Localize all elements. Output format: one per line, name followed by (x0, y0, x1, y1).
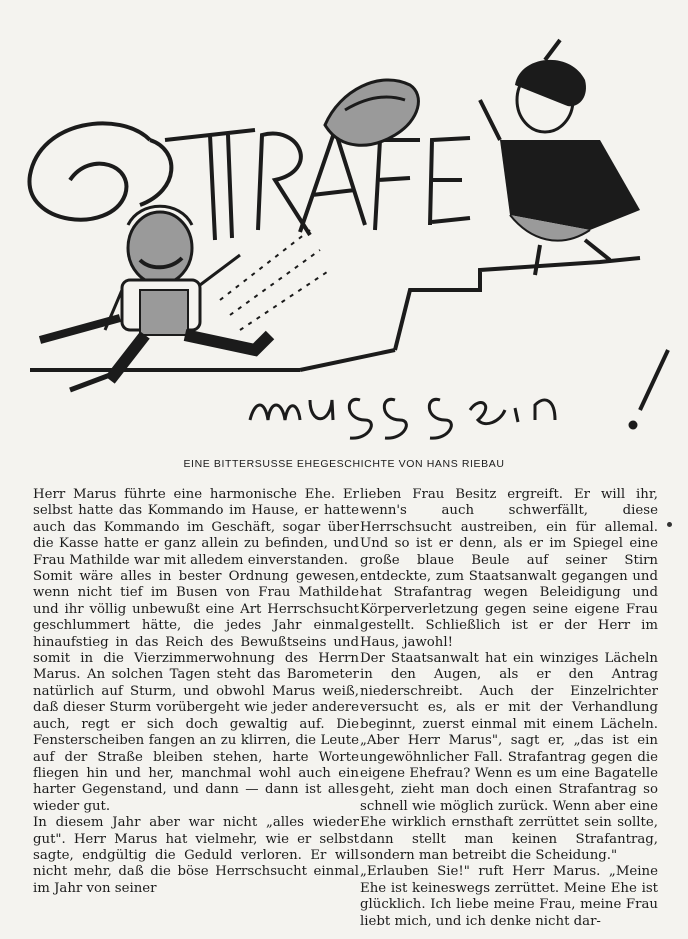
paragraph: Der Staatsanwalt hat ein winziges Lächeln in den Augen, als er den Antrag niederschreibt. Auch der Einzelrichter versucht es, als er mit der Verhandlung beginnt, zuerst einmal mit einem Lächeln. „Aber Herr Marus", sagt er, „das ist ein ungewöhnlicher Fall. Strafantrag gegen die eigene Ehefrau? Wenn es um eine Bagatelle geht, zieht man doch einen Strafantrag so schnell wie möglich zurück. Wenn aber eine Ehe wirklich ernsthaft zerrüttet sein sollte, dann stellt man keinen Strafantrag, sondern man betreibt die Scheidung." (360, 651, 658, 863)
vase-flying (325, 80, 418, 145)
paragraph: Herr Marus führte eine harmonische Ehe. Er selbst hatte das Kommando im Hause, er hatte auch das Kommando im Geschäft, sogar über die Kasse hatte er ganz allein zu befinden, und Frau Mathilde war mit alledem einverstanden. (33, 487, 359, 568)
woman-throwing-right (480, 40, 640, 275)
article-subtitle: EINE BITTERSUSSE EHEGESCHICHTE VON HANS RIEBAU (183, 458, 505, 470)
article-right-column (360, 487, 658, 930)
paragraph: Somit wäre alles in bester Ordnung gewesen, wenn nicht tief im Busen von Frau Mathilde und ihr völlig unbewußt eine Art Herrschsucht geschlummert hätte, die jedes Jahr einmal hinaufstieg in das Reich des Bewußtseins und somit in die Vierzimmerwohnung des Herrn Marus. An solchen Tagen steht das Barometer natürlich auf Sturm, und obwohl Marus weiß, daß dieser Sturm vorübergeht wie jeder andere auch, regt er sich doch gewaltig auf. Die Fensterscheiben fangen an zu klirren, die Leute auf der Straße bleiben stehen, harte Worte fliegen hin und her, manchmal wohl auch ein harter Gegenstand, und dann — dann ist alles wieder gut. (33, 569, 359, 814)
splash-lines (220, 230, 330, 330)
paragraph: „Erlauben Sie!" ruft Herr Marus. „Meine Ehe ist keineswegs zerrüttet. Meine Ehe ist glücklich. Ich liebe meine Frau, meine Frau liebt mich, und ich denke nicht dar- (360, 864, 658, 929)
title-illustration (0, 0, 688, 452)
title-muss-sein-script (250, 350, 668, 438)
title-strafe-lettering (29, 123, 470, 240)
margin-dot (667, 522, 672, 527)
paragraph: lieben Frau Besitz ergreift. Er will ihr, wenn's auch schwerfällt, diese Herrschsucht austreiben, ein für allemal. Und so ist er denn, als er im Spiegel eine große blaue Beule auf seiner Stirn entdeckte, zum Staatsanwalt gegangen und hat Strafantrag wegen Beleidigung und Körperverletzung gegen seine eigene Frau gestellt. Schließlich ist er der Herr im Haus, jawohl! (360, 487, 658, 650)
man-running-left (105, 206, 270, 380)
paragraph: In diesem Jahr aber war nicht „alles wieder gut". Herr Marus hat vielmehr, wie er selbst sagte, endgültig die Geduld verloren. Er will nicht mehr, daß die böse Herrschsucht einmal im Jahr von seiner (33, 815, 359, 896)
article-left-column (33, 487, 359, 897)
